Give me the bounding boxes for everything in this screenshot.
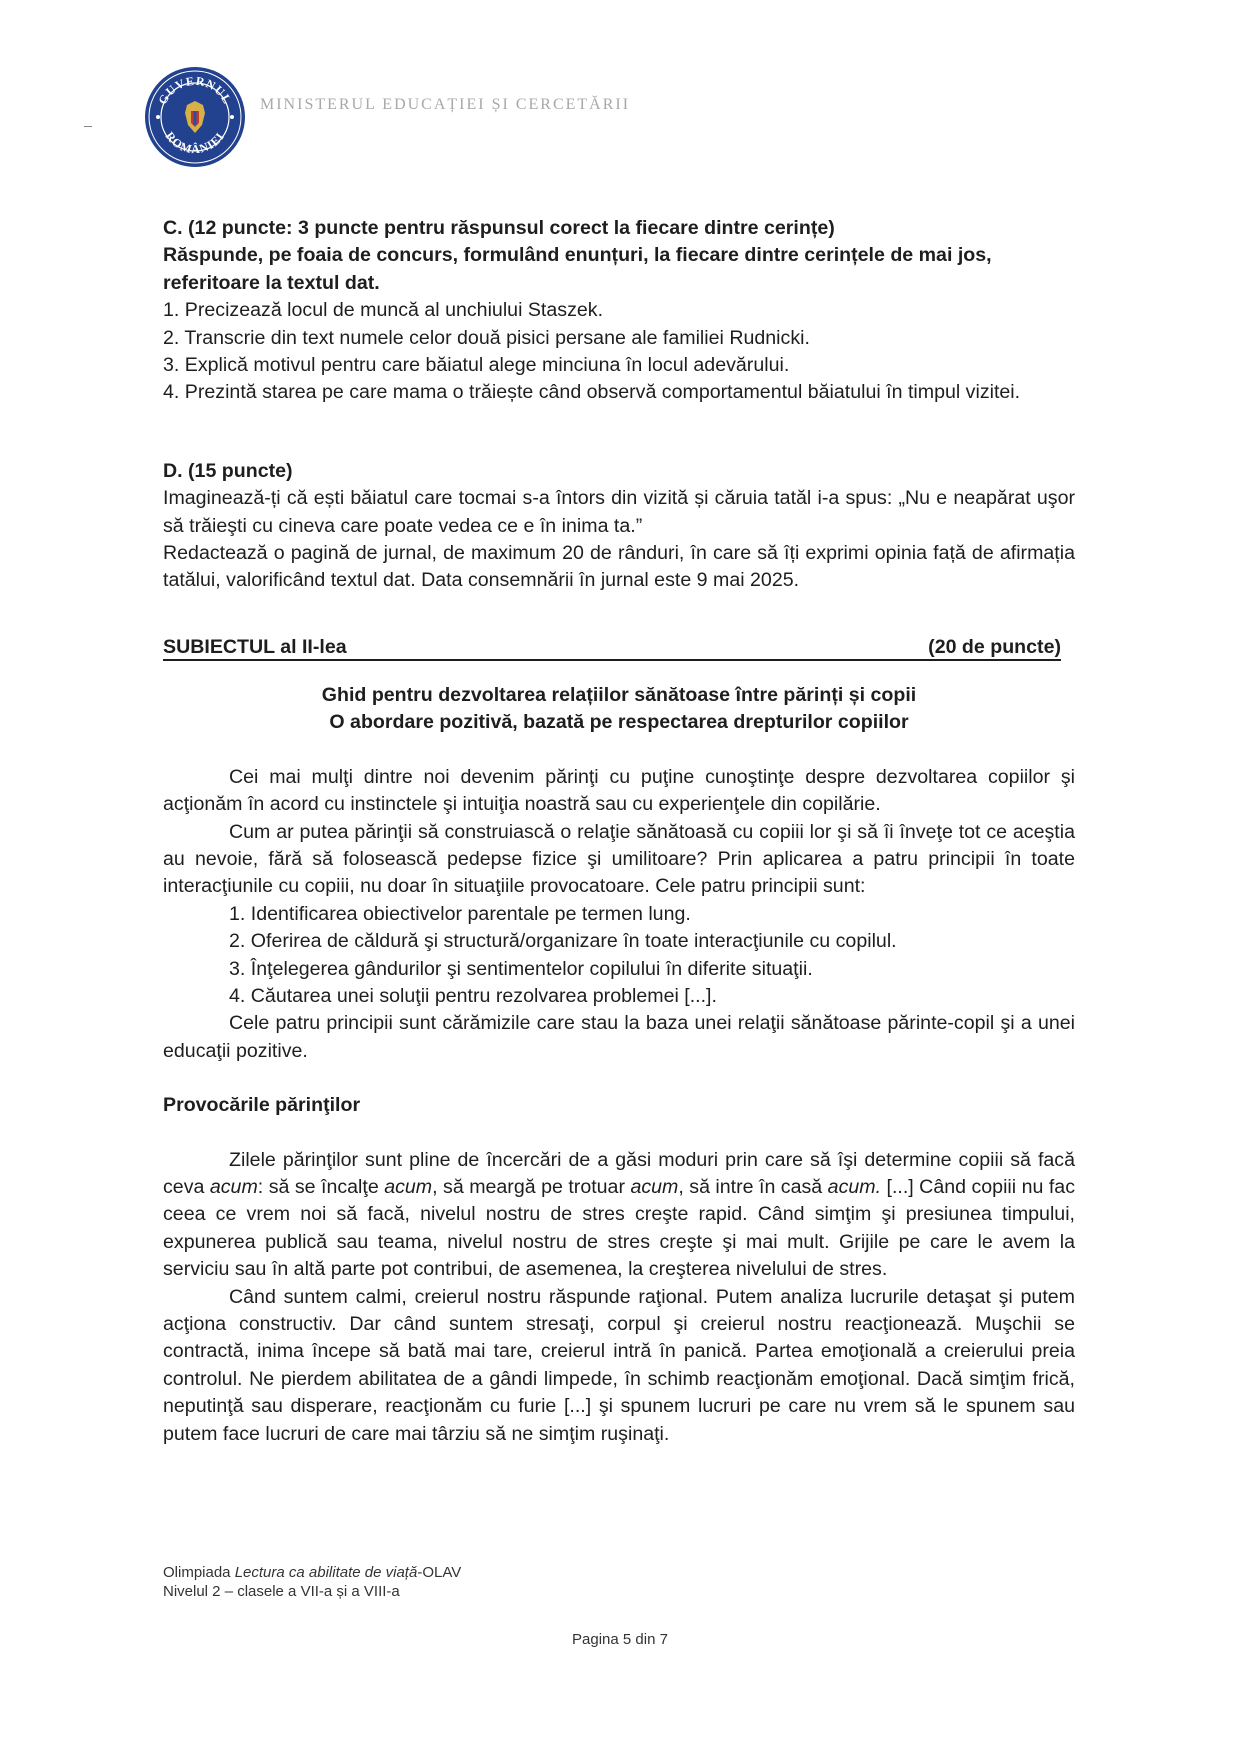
subject-header [163,634,1075,664]
body-paragraph: Cele patru principii sunt cărămizile care stau la baza unei relaţii sănătoase părinte-copil şi a unei educaţii pozitive. [163,1012,1075,1062]
text-title: Ghid pentru dezvoltarea relațiilor sănătoase între părinți și copii [321,683,917,706]
coat-of-arms-icon [145,67,245,167]
page-content [163,215,1075,1448]
svg-text:GUVERNUL: GUVERNUL [155,73,235,107]
body-paragraph: Cum ar putea părinţii să construiască o relaţie sănătoasă cu copiii lor şi să îi înveţe tot ce aceştia au nevoie, fără să folosească pedepse fizice şi umilitoare? Prin aplicarea a patru principii în toate interacţiunile cu copiii, nu doar în situaţiile provocatoare. Cele patru principii sunt: [163,820,1075,898]
text-title-block [163,682,1075,737]
section-d-heading: D. (15 puncte) [163,459,293,482]
principle-item: 2. Oferirea de căldură şi structură/organizare în toate interacţiunile cu copilul. [229,930,897,953]
footer-level: Nivelul 2 – clasele a VII-a și a VIII-a [163,1583,400,1600]
section-d-task: Redactează o pagină de jurnal, de maximum 20 de rânduri, în care să îți exprimi opinia față de afirmația tatălui, valorificând textul dat. Data consemnării în jurnal este 9 mai 2025. [163,542,1075,592]
footer [163,1563,461,1601]
ministry-name: MINISTERUL EDUCAȚIEI ȘI CERCETĂRII [260,96,631,113]
body-paragraph: Când suntem calmi, creierul nostru răspunde raţional. Putem analiza lucrurile detaşat şi putem acţiona constructiv. Dar când suntem stresaţi, corpul şi creierul nostru reacţionează. Muşchii se contractă, inima începe să bată mai tare, creierul intră în panică. Partea emoţională a creierului preia controlul. Ne pierdem abilitatea de a gândi limpede, în schimb reacţionăm emoţional. Dacă simţim frică, neputinţă sau disperare, reacţionăm cu furie [...] şi spunem lucruri pe care nu vrem să le spunem sau putem face lucruri de care mai târziu să ne simţim ruşinaţi. [163,1285,1075,1445]
principle-item: 3. Înţelegerea gândurilor şi sentimentelor copilului în diferite situaţii. [229,957,813,980]
svg-text:ROMÂNIEI: ROMÂNIEI [162,129,228,157]
government-emblem-logo [145,67,245,167]
subject-points: (20 de puncte) [928,635,1061,658]
question-item: 2. Transcrie din text numele celor două pisici persane ale familiei Rudnicki. [163,326,810,349]
question-item: 1. Precizează locul de muncă al unchiului Staszek. [163,299,604,322]
body-paragraph: Zilele părinţilor sunt pline de încercări de a găsi moduri prin care să îşi determine copiii să facă ceva acum: să se încalţe acum, să meargă pe trotuar acum, să intre în casă acum. [...] Când copiii nu fac ceea ce vrem noi să facă, nivelul nostru de stres creşte rapid. Când simţim şi presiunea timpului, expunerea publică sau teama, nivelul nostru de stres creşte şi mai mult. Grijile pe care le avem la serviciu sau în altă parte pot contribui, de asemenea, la creşterea nivelului de stres. [163,1148,1075,1281]
question-item: 3. Explică motivul pentru care băiatul alege minciuna în locul adevărului. [163,354,790,377]
section-c-instruction: Răspunde, pe foaia de concurs, formulând enunțuri, la fiecare dintre cerințele de mai jos, referitoare la textul dat. [163,244,992,294]
subject-title: SUBIECTUL al II-lea [163,635,347,658]
section-d-paragraph: Imaginează-ți că ești băiatul care tocmai s-a întors din vizită și căruia tatăl i-a spus: „Nu e neapărat uşor să trăieşti cu cineva care poate vedea ce e în inima ta.” [163,487,1075,537]
principle-item: 4. Căutarea unei soluţii pentru rezolvarea problemei [...]. [229,984,717,1007]
text-subtitle: O abordare pozitivă, bazată pe respectarea drepturilor copiilor [329,711,909,734]
question-item: 4. Prezintă starea pe care mama o trăiește când observă comportamentul băiatului în timpul vizitei. [163,381,1021,404]
margin-mark [84,126,92,127]
section-c-heading: C. (12 puncte: 3 puncte pentru răspunsul corect la fiecare dintre cerințe) [163,217,835,239]
subject-underline [163,659,1061,661]
section-subheading: Provocările părinţilor [163,1094,361,1117]
principle-item: 1. Identificarea obiectivelor parentale pe termen lung. [229,902,691,925]
body-paragraph: Cei mai mulţi dintre noi devenim părinţi cu puţine cunoştinţe despre dezvoltarea copiilor şi acţionăm în acord cu instinctele şi intuiţia noastră sau cu experienţele din copilărie. [163,765,1075,816]
page-number: Pagina 5 din 7 [572,1631,668,1648]
footer-olympiad: Olimpiada Lectura ca abilitate de viață-OLAV [163,1564,462,1581]
